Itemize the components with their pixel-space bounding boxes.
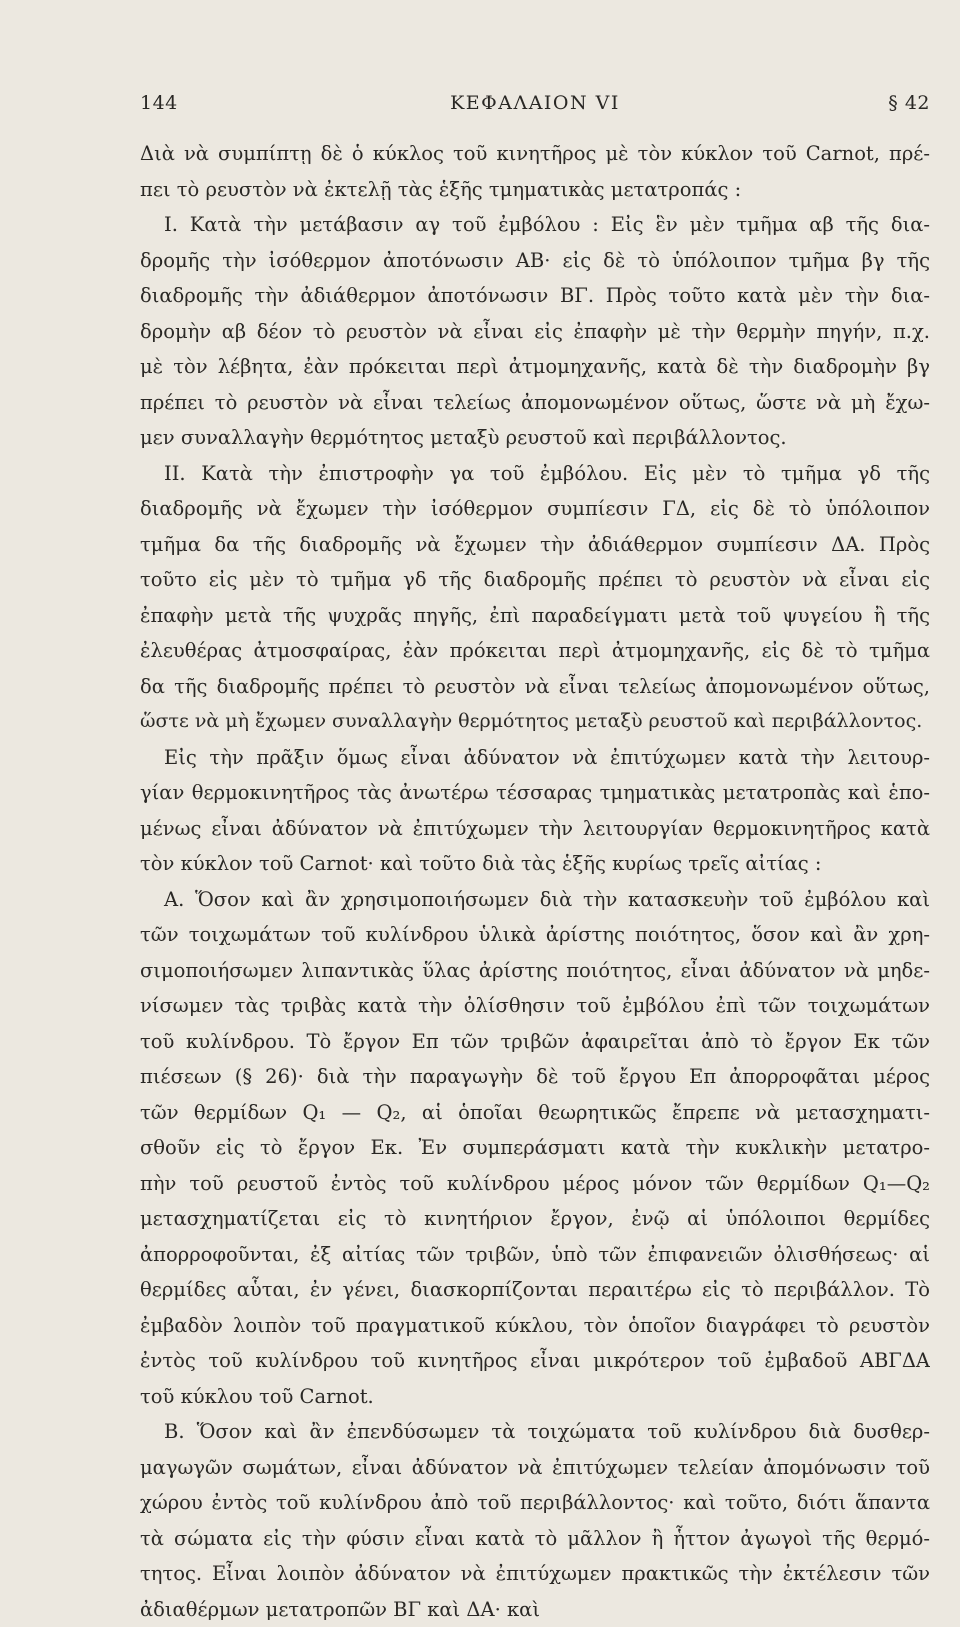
text-line: ὥστε νὰ μὴ ἔχωμεν συναλλαγὴν θερμότητος μεταξὺ ρευστοῦ καὶ περιβάλλοντος.: [140, 704, 930, 740]
text-line: δρομὴν αβ δέον τὸ ρευστὸν νὰ εἶναι εἰς ἐπαφὴν μὲ τὴν θερμὴν πηγήν, π.χ.: [140, 314, 930, 350]
chapter-title: ΚΕΦΑΛΑΙΟΝ VI: [140, 92, 930, 114]
text-line: μὲ τὸν λέβητα, ἐὰν πρόκειται περὶ ἀτμομηχανῆς, κατὰ δὲ τὴν διαδρομὴν βγ: [140, 349, 930, 385]
text-line: σιμοποιήσωμεν λιπαντικὰς ὕλας ἀρίστης ποιότητος, εἶναι ἀδύνατον νὰ μηδε-: [140, 953, 930, 989]
text-line: μετασχηματίζεται εἰς τὸ κινητήριον ἔργον, ἐνῷ αἱ ὑπόλοιποι θερμίδες: [140, 1201, 930, 1237]
text-line: I. Κατὰ τὴν μετάβασιν αγ τοῦ ἐμβόλου : Εἰς ἓν μὲν τμῆμα αβ τῆς δια-: [140, 207, 930, 243]
text-line: ἐμβαδὸν λοιπὸν τοῦ πραγματικοῦ κύκλου, τὸν ὁποῖον διαγράφει τὸ ρευστὸν: [140, 1308, 930, 1344]
text-line: ἐπαφὴν μετὰ τῆς ψυχρᾶς πηγῆς, ἐπὶ παραδείγματι μετὰ τοῦ ψυγείου ἢ τῆς: [140, 598, 930, 634]
text-line: μεν συναλλαγὴν θερμότητος μεταξὺ ρευστοῦ καὶ περιβάλλοντος.: [140, 420, 930, 456]
text-line: γίαν θερμοκινητῆρος τὰς ἀνωτέρω τέσσαρας τμηματικὰς μετατροπὰς καὶ ἑπο-: [140, 775, 930, 811]
text-line: Εἰς τὴν πρᾶξιν ὅμως εἶναι ἀδύνατον νὰ ἐπιτύχωμεν κατὰ τὴν λειτουρ-: [140, 740, 930, 776]
text-line: Διὰ νὰ συμπίπτῃ δὲ ὁ κύκλος τοῦ κινητῆρος μὲ τὸν κύκλον τοῦ Carnot, πρέ-: [140, 136, 930, 172]
text-line: τοῦ κύκλου τοῦ Carnot.: [140, 1379, 930, 1415]
text-line: σθοῦν εἰς τὸ ἔργον Eκ. Ἐν συμπεράσματι κατὰ τὴν κυκλικὴν μετατρο-: [140, 1130, 930, 1166]
text-line: χώρου ἐντὸς τοῦ κυλίνδρου ἀπὸ τοῦ περιβάλλοντος· καὶ τοῦτο, διότι ἅπαντα: [140, 1485, 930, 1521]
text-line: τὰ σώματα εἰς τὴν φύσιν εἶναι κατὰ τὸ μᾶλλον ἢ ἧττον ἀγωγοὶ τῆς θερμό-: [140, 1521, 930, 1557]
text-line: ἐλευθέρας ἀτμοσφαίρας, ἐὰν πρόκειται περὶ ἀτμομηχανῆς, εἰς δὲ τὸ τμῆμα: [140, 633, 930, 669]
text-line: τῶν τοιχωμάτων τοῦ κυλίνδρου ὑλικὰ ἀρίστης ποιότητος, ὅσον καὶ ἂν χρη-: [140, 917, 930, 953]
text-line: μένως εἶναι ἀδύνατον νὰ ἐπιτύχωμεν τὴν λειτουργίαν θερμοκινητῆρος κατὰ: [140, 811, 930, 847]
text-line: πιέσεων (§ 26)· διὰ τὴν παραγωγὴν δὲ τοῦ ἔργου Eπ ἀπορροφᾶται μέρος: [140, 1059, 930, 1095]
text-line: νίσωμεν τὰς τριβὰς κατὰ τὴν ὀλίσθησιν τοῦ ἐμβόλου ἐπὶ τῶν τοιχωμάτων: [140, 988, 930, 1024]
page-body: [140, 136, 930, 1627]
text-line: Β. Ὅσον καὶ ἂν ἐπενδύσωμεν τὰ τοιχώματα τοῦ κυλίνδρου διὰ δυσθερ-: [140, 1414, 930, 1450]
text-line: τοῦ κυλίνδρου. Τὸ ἔργον Eπ τῶν τριβῶν ἀφαιρεῖται ἀπὸ τὸ ἔργον Eκ τῶν: [140, 1024, 930, 1060]
text-line: διαδρομῆς νὰ ἔχωμεν τὴν ἰσόθερμον συμπίεσιν ΓΔ, εἰς δὲ τὸ ὑπόλοιπον: [140, 491, 930, 527]
text-line: πει τὸ ρευστὸν νὰ ἐκτελῇ τὰς ἑξῆς τμηματικὰς μετατροπάς :: [140, 172, 930, 208]
text-line: τητος. Εἶναι λοιπὸν ἀδύνατον νὰ ἐπιτύχωμεν πρακτικῶς τὴν ἐκτέλεσιν τῶν: [140, 1556, 930, 1592]
text-line: τοῦτο εἰς μὲν τὸ τμῆμα γδ τῆς διαδρομῆς πρέπει τὸ ρευστὸν νὰ εἶναι εἰς: [140, 562, 930, 598]
text-line: II. Κατὰ τὴν ἐπιστροφὴν γα τοῦ ἐμβόλου. Εἰς μὲν τὸ τμῆμα γδ τῆς: [140, 456, 930, 492]
text-line: διαδρομῆς τὴν ἀδιάθερμον ἀποτόνωσιν ΒΓ. Πρὸς τοῦτο κατὰ μὲν τὴν δια-: [140, 278, 930, 314]
text-line: δρομῆς τὴν ἰσόθερμον ἀποτόνωσιν ΑΒ· εἰς δὲ τὸ ὑπόλοιπον τμῆμα βγ τῆς: [140, 243, 930, 279]
text-line: πρέπει τὸ ρευστὸν νὰ εἶναι τελείως ἀπομονωμένον οὕτως, ὥστε νὰ μὴ ἔχω-: [140, 385, 930, 421]
text-line: ἐντὸς τοῦ κυλίνδρου τοῦ κινητῆρος εἶναι μικρότερον τοῦ ἐμβαδοῦ ΑΒΓΔΑ: [140, 1343, 930, 1379]
text-line: ἀδιαθέρμων μετατροπῶν ΒΓ καὶ ΔΑ· καὶ: [140, 1592, 930, 1627]
text-line: Α. Ὅσον καὶ ἂν χρησιμοποιήσωμεν διὰ τὴν κατασκευὴν τοῦ ἐμβόλου καὶ: [140, 882, 930, 918]
text-line: τμῆμα δα τῆς διαδρομῆς νὰ ἔχωμεν τὴν ἀδιάθερμον συμπίεσιν ΔΑ. Πρὸς: [140, 527, 930, 563]
text-line: θερμίδες αὗται, ἐν γένει, διασκορπίζονται περαιτέρω εἰς τὸ περιβάλλον. Τὸ: [140, 1272, 930, 1308]
text-line: πὴν τοῦ ρευστοῦ ἐντὸς τοῦ κυλίνδρου μέρος μόνον τῶν θερμίδων Q₁—Q₂: [140, 1166, 930, 1202]
text-line: τῶν θερμίδων Q₁ — Q₂, αἱ ὁποῖαι θεωρητικῶς ἔπρεπε νὰ μετασχηματι-: [140, 1095, 930, 1131]
page-number: 144: [140, 92, 178, 114]
section-number: § 42: [888, 92, 930, 114]
text-line: δα τῆς διαδρομῆς πρέπει τὸ ρευστὸν νὰ εἶναι τελείως ἀπομονωμένον οὕτως,: [140, 669, 930, 705]
text-line: τὸν κύκλον τοῦ Carnot· καὶ τοῦτο διὰ τὰς ἑξῆς κυρίως τρεῖς αἰτίας :: [140, 846, 930, 882]
text-line: μαγωγῶν σωμάτων, εἶναι ἀδύνατον νὰ ἐπιτύχωμεν τελείαν ἀπομόνωσιν τοῦ: [140, 1450, 930, 1486]
page-header: [140, 92, 930, 122]
text-line: ἀπορροφοῦνται, ἐξ αἰτίας τῶν τριβῶν, ὑπὸ τῶν ἐπιφανειῶν ὀλισθήσεως· αἱ: [140, 1237, 930, 1273]
